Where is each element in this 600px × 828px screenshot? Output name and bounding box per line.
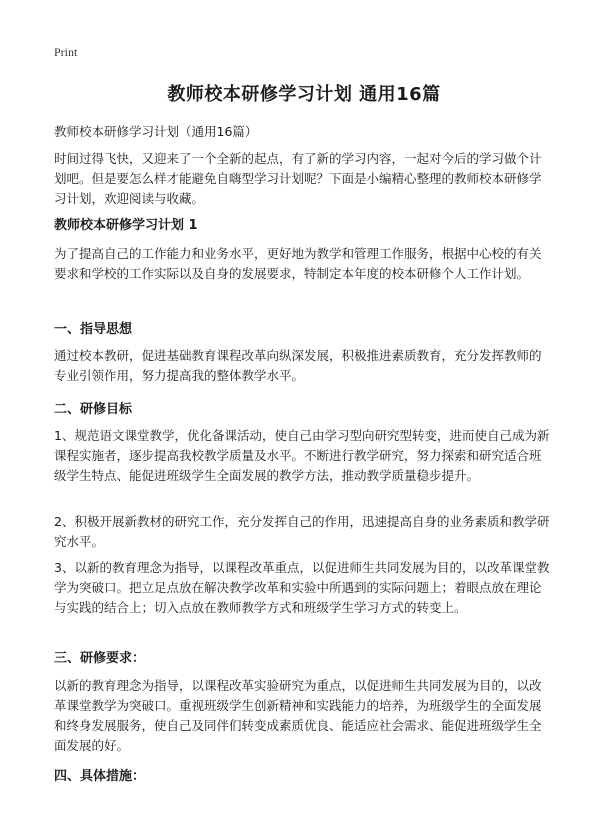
- heading-specific-measures: 四、具体措施：: [54, 769, 146, 784]
- print-label[interactable]: Print: [54, 45, 78, 59]
- heading-research-requirements: 三、研修要求：: [54, 651, 146, 666]
- goal-2-paragraph: 2、积极开展新教材的研究工作，充分发挥自己的作用，迅速提高自身的业务素质和教学研究水平。: [54, 514, 550, 549]
- goal-3-paragraph: 3、以新的教育理念为指导，以课程改革重点，以促进师生共同发展为目的，以改革课堂教学为突破口。把立足点放在解决教学改革和实验中所遇到的实际问题上；着眼点放在理论与实践的结合上；切入点放在教师教学方式和班级学生学习方式的转变上。: [54, 560, 550, 615]
- document-subtitle: 教师校本研修学习计划（通用16篇）: [54, 124, 258, 139]
- heading-guiding-ideology: 一、指导思想: [54, 322, 133, 337]
- heading-research-goals: 二、研修目标: [54, 402, 133, 417]
- section-heading-plan-1: 教师校本研修学习计划 1: [54, 218, 198, 233]
- section1-paragraph: 为了提高自己的工作能力和业务水平，更好地为教学和管理工作服务，根据中心校的有关要求和学校的工作实际以及自身的发展要求，特制定本年度的校本研修个人工作计划。: [54, 246, 542, 281]
- page-title: 教师校本研修学习计划 通用16篇: [167, 84, 441, 105]
- intro-paragraph: 时间过得飞快，又迎来了一个全新的起点，有了新的学习内容，一起对今后的学习做个计划吧。但是要怎么样才能避免自嗨型学习计划呢？下面是小编精心整理的教师校本研修学习计划，欢迎阅读与收藏。: [54, 151, 542, 206]
- requirements-paragraph: 以新的教育理念为指导，以课程改革实验研究为重点，以促进师生共同发展为目的，以改革课堂教学为突破口。重视班级学生创新精神和实践能力的培养，为班级学生的全面发展和终身发展服务，使自己及同伴们转变成素质优良、能适应社会需求、能促进班级学生全面发展的好。: [54, 678, 542, 753]
- goal-1-paragraph: 1、规范语文课堂教学，优化备课活动，使自己由学习型向研究型转变，进而使自己成为新课程实施者，逐步提高我校教学质量及水平。不断进行教学研究，努力探索和研究适合班级学生特点、能促进班级学生全面发展的教学方法，推动教学质量稳步提升。: [54, 428, 550, 483]
- guiding-ideology-paragraph: 通过校本教研，促进基础教育课程改革向纵深发展，积极推进素质教育，充分发挥教师的专业引领作用，努力提高我的整体教学水平。: [54, 348, 542, 383]
